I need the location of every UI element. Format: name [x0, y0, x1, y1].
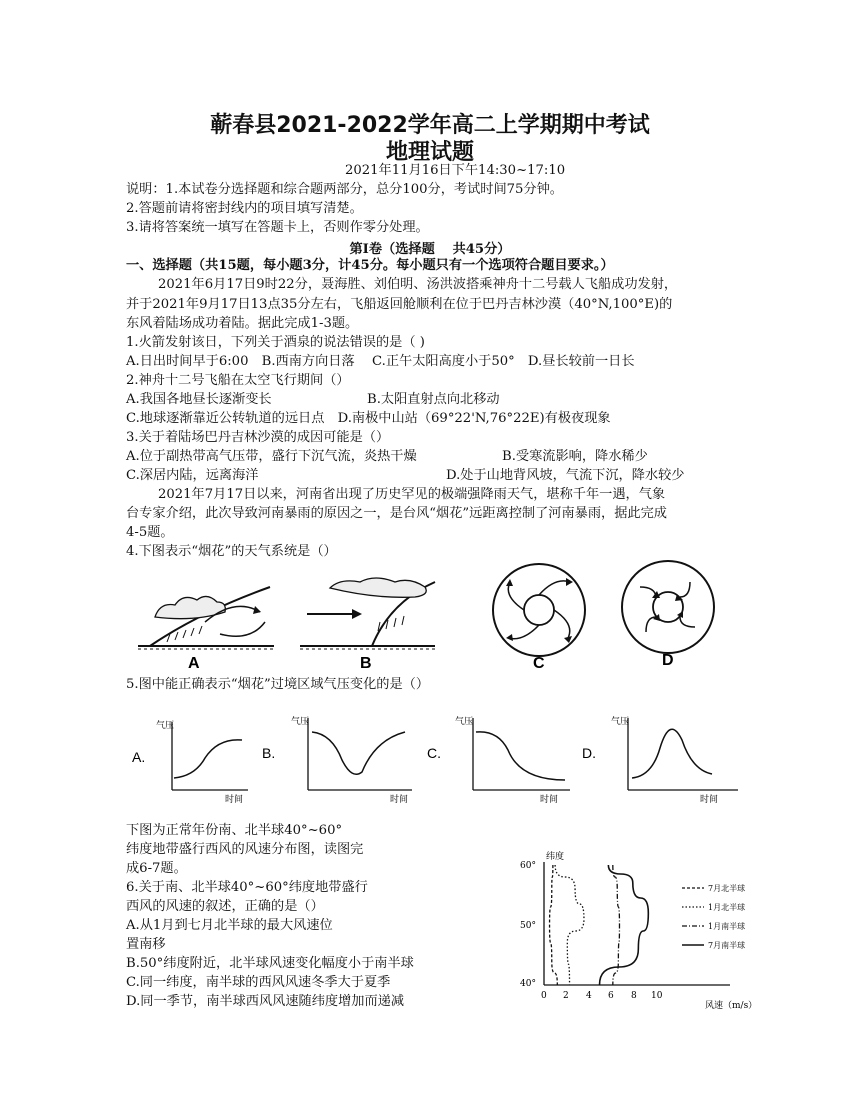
graph-d: [582, 715, 738, 805]
wind-speed-chart: [510, 848, 770, 1023]
question-options: A.日出时间早于6:00 B.西南方向日落 C.正午太阳高度小于50° D.昼长较前一日长: [126, 354, 635, 369]
y-tick-label: 40°: [520, 979, 536, 989]
x-tick-label: 2: [563, 991, 569, 1001]
y-axis-label: 纬度: [546, 852, 565, 862]
note-line: 说明：1.本试卷分选择题和综合题两部分，总分100分，考试时间75分钟。: [126, 182, 563, 197]
figure-a-front: [138, 587, 274, 672]
option-c: C.同一纬度，南半球的西风风速冬季大于夏季: [126, 975, 391, 990]
figure-label: C: [533, 655, 545, 672]
y-axis-label: 气压: [156, 721, 175, 731]
option-b: B.受寒流影响，降水稀少: [502, 449, 648, 464]
legend-item: 7月南半球: [708, 941, 746, 950]
pressure-graphs-figure: [0, 710, 860, 810]
passage-line: 纬度地带盛行西风的风速分布图，读图完: [126, 842, 364, 857]
series-line: [555, 865, 584, 985]
exam-date: 2021年11月16日下午14:30~17:10: [345, 163, 566, 178]
x-axis-label: 时间: [540, 795, 559, 805]
figure-label: A: [188, 655, 200, 672]
y-axis-label: 气压: [291, 717, 310, 727]
question-stem: 1.火箭发射该日，下列关于酒泉的说法错误的是（ ): [126, 335, 425, 350]
y-axis-label: 气压: [611, 717, 630, 727]
figure-d-cyclone: [622, 561, 714, 669]
question-stem: 4.下图表示“烟花”的天气系统是（）: [126, 544, 337, 559]
x-tick-label: 0: [541, 991, 547, 1001]
exam-title: 蕲春县2021-2022学年高二上学期期中考试: [210, 113, 650, 138]
x-tick-label: 10: [651, 991, 663, 1001]
legend-item: 1月北半球: [708, 903, 746, 912]
option-a: 置南移: [126, 937, 166, 952]
option-d: D.同一季节，南半球西风风速随纬度增加而递减: [126, 994, 405, 1009]
graph-a: [132, 719, 248, 805]
figure-label: B: [360, 655, 372, 672]
x-tick-label: 6: [608, 991, 614, 1001]
passage-line: 4-5题。: [126, 525, 174, 540]
note-line: 3.请将答案统一填写在答题卡上，否则作零分处理。: [126, 220, 429, 235]
graph-label: B.: [262, 745, 276, 761]
figure-c-cyclone: [493, 564, 585, 672]
question-stem: 6.关于南、北半球40°~60°纬度地带盛行: [126, 880, 368, 895]
option-c: C.深居内陆，远离海洋: [126, 468, 259, 483]
y-tick-label: 50°: [520, 921, 536, 931]
weather-systems-figure: [0, 572, 860, 672]
question-stem: 2.神舟十二号飞船在太空飞行期间（）: [126, 373, 350, 388]
passage-line: 并于2021年9月17日13点35分左右，飞船返回舱顺利在位于巴丹吉林沙漠（40°N,100°E)的: [126, 297, 673, 312]
x-tick-label: 8: [631, 991, 637, 1001]
x-axis-label: 风速（m/s）: [705, 1001, 758, 1011]
option-b: B.50°纬度附近，北半球风速变化幅度小于南半球: [126, 956, 414, 971]
graph-c: [427, 715, 570, 805]
graph-label: A.: [132, 749, 146, 765]
x-axis-label: 时间: [225, 795, 244, 805]
option-a: A.位于副热带高气压带，盛行下沉气流，炎热干燥: [126, 449, 417, 464]
passage-line: 下图为正常年份南、北半球40°~60°: [126, 823, 343, 838]
series-line: [600, 865, 649, 985]
legend-item: 7月北半球: [708, 884, 746, 893]
x-axis-label: 时间: [390, 795, 409, 805]
passage-line: 2021年6月17日9时22分，聂海胜、刘伯明、汤洪波搭乘神舟十二号载人飞船成功发射，: [158, 277, 678, 292]
exam-subtitle: 地理试题: [385, 140, 474, 165]
question-stem: 5.图中能正确表示“烟花”过境区域气压变化的是（）: [126, 677, 430, 692]
option-b: B.太阳直射点向北移动: [367, 392, 500, 407]
passage-line: 台专家介绍，此次导致河南暴雨的原因之一，是台风“烟花”远距离控制了河南暴雨，据此完成: [126, 506, 667, 521]
section-title: 第Ⅰ卷（选择题 共45分）: [349, 242, 511, 257]
graph-label: D.: [582, 745, 596, 761]
legend: [682, 883, 745, 950]
section-heading: 一、选择题（共15题，每小题3分，计45分。每小题只有一个选项符合题目要求。）: [126, 258, 614, 273]
option-a: A.从1月到七月北半球的最大风速位: [126, 918, 333, 933]
passage-line: 东风着陆场成功着陆。据此完成1-3题。: [126, 316, 359, 331]
legend-item: 1月南半球: [708, 922, 746, 931]
graph-b: [262, 715, 412, 805]
note-line: 2.答题前请将密封线内的项目填写清楚。: [126, 201, 363, 216]
y-axis-label: 气压: [455, 717, 474, 727]
graph-label: C.: [427, 745, 441, 761]
x-axis-label: 时间: [700, 795, 719, 805]
option-c-d: C.地球逐渐靠近公转轨道的远日点 D.南极中山站（69°22'N,76°22E)有极夜现象: [126, 411, 611, 426]
figure-label: D: [662, 652, 674, 669]
passage-line: 2021年7月17日以来，河南省出现了历史罕见的极端强降雨天气，堪称千年一遇，气象: [158, 487, 666, 502]
figure-b-front: [300, 578, 435, 672]
option-a: A.我国各地昼长逐渐变长: [126, 392, 272, 407]
y-tick-label: 60°: [520, 861, 536, 871]
passage-line: 成6-7题。: [126, 861, 187, 876]
option-d: D.处于山地背风坡，气流下沉，降水较少: [446, 468, 685, 483]
question-stem: 3.关于着陆场巴丹吉林沙漠的成因可能是（）: [126, 430, 390, 445]
series-line: [550, 865, 558, 985]
question-stem: 西风的风速的叙述，正确的是（）: [126, 899, 324, 914]
x-tick-label: 4: [586, 991, 592, 1001]
